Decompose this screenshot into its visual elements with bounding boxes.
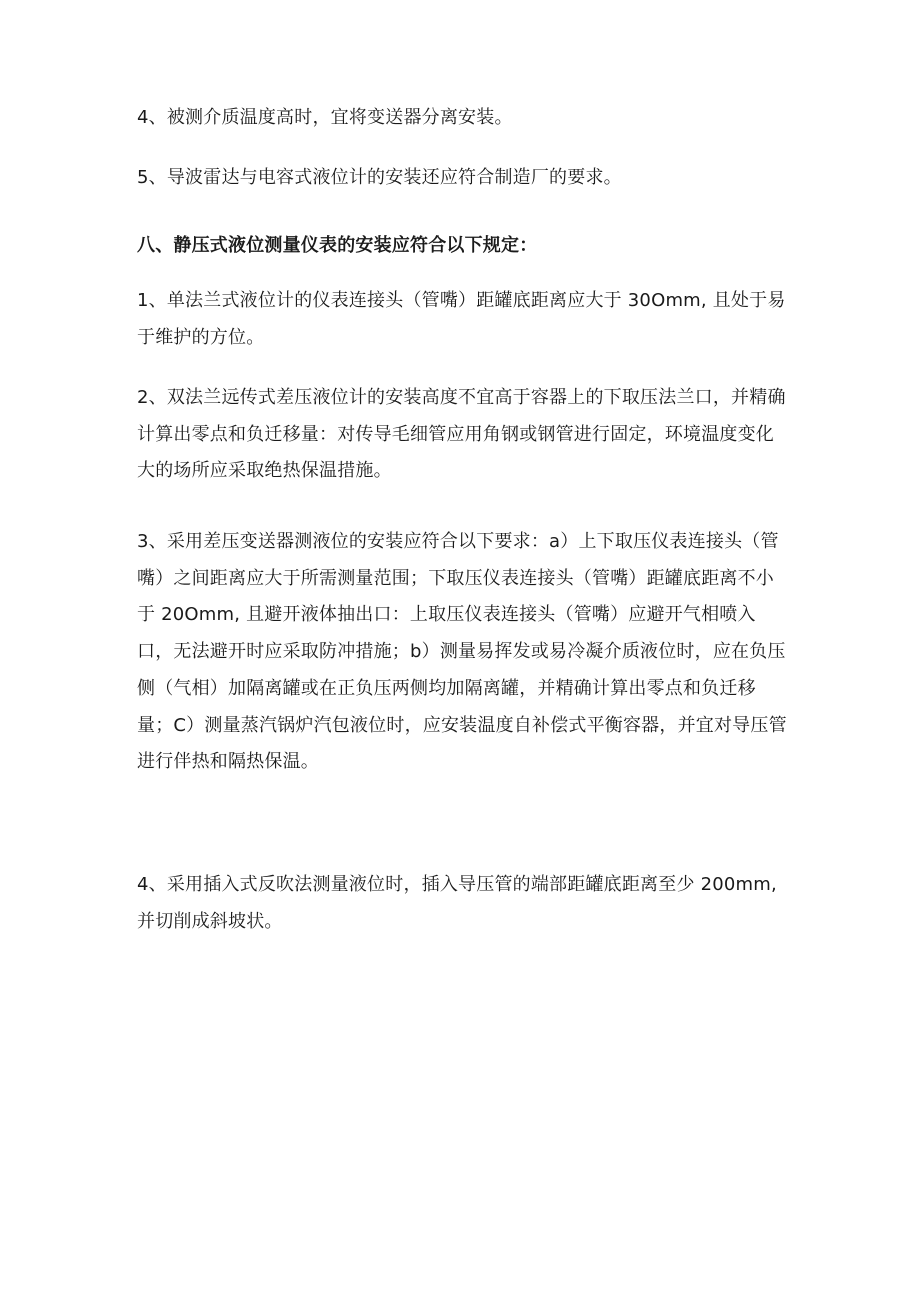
section-item-2: 2、双法兰远传式差压液位计的安装高度不宜高于容器上的下取压法兰口，并精确计算出零点和负迁移量：对传导毛细管应用角钢或钢管进行固定，环境温度变化大的场所应采取绝热保温措施。: [137, 387, 786, 482]
item-4-temperature: 4、被测介质温度高时，宜将变送器分离安装。: [137, 107, 513, 128]
section-heading: 八、静压式液位测量仪表的安装应符合以下规定：: [137, 235, 538, 256]
section-item-3: 3、采用差压变送器测液位的安装应符合以下要求：a）上下取压仪表连接头（管嘴）之间距离应大于所需测量范围；下取压仪表连接头（管嘴）距罐底距离不小于 20Omm, 且避开液体抽出口：上取压仪表连接头（管嘴）应避开气相喷入口，无法避开时应采取防冲措施；b）测量易挥发或易冷凝介质液位时，应在负压侧（气相）加隔离罐或在正负压两侧均加隔离罐，并精确计算出零点和负迁移量；C）测量蒸汽锅炉汽包液位时，应安装温度自补偿式平衡容器，并宜对导压管进行伴热和隔热保温。: [137, 531, 787, 773]
section-item-1: 1、单法兰式液位计的仪表连接头（管嘴）距罐底距离应大于 30Omm, 且处于易于维护的方位。: [137, 290, 786, 348]
item-5-radar-capacitive: 5、导波雷达与电容式液位计的安装还应符合制造厂的要求。: [137, 167, 622, 188]
section-item-4: 4、采用插入式反吹法测量液位时，插入导压管的端部距罐底距离至少 200mm, 并切削成斜坡状。: [137, 874, 777, 932]
